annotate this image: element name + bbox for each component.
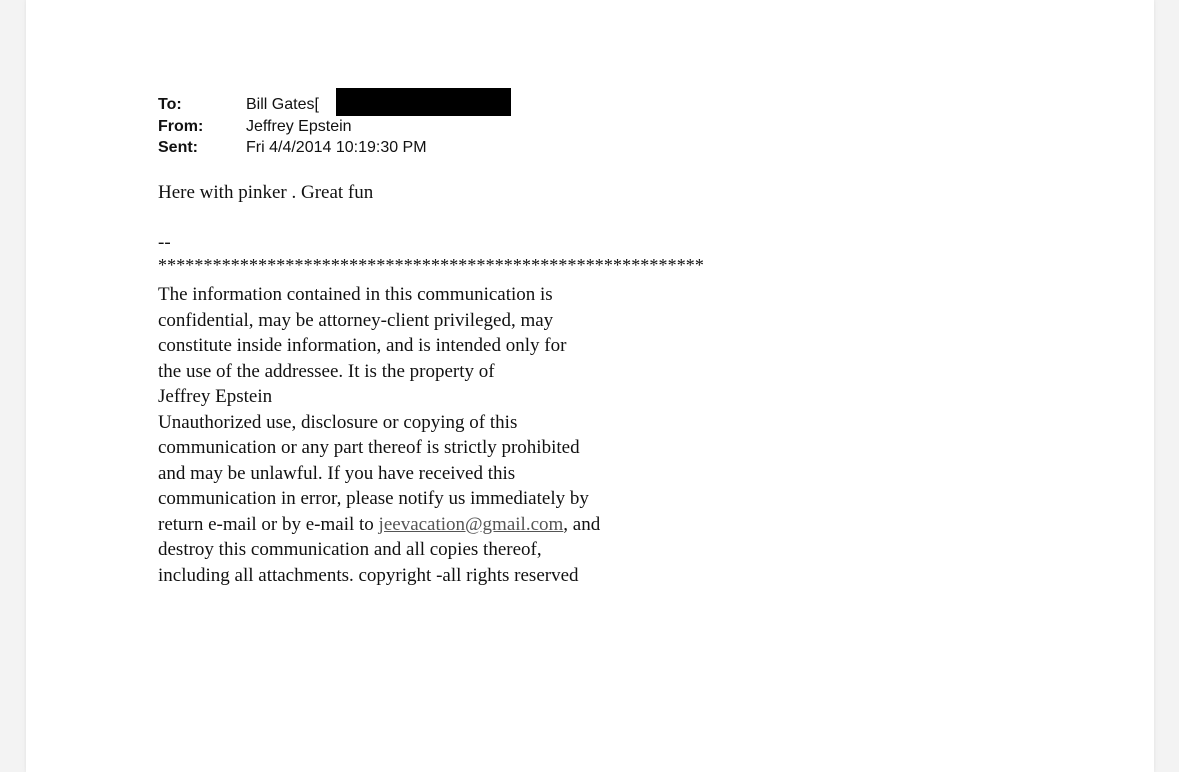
document-page [26,0,1154,772]
disclaimer-line: The information contained in this communication is [158,284,553,305]
disclaimer-return-line [158,512,600,538]
signature-dashes: -- [158,232,171,253]
disclaimer-line: destroy this communication and all copies thereof, [158,539,542,560]
message-text: Here with pinker . Great fun [158,182,374,203]
disclaimer-line: including all attachments. copyright -all rights reserved [158,564,579,586]
from-label: From: [158,117,204,135]
sent-value: Fri 4/4/2014 10:19:30 PM [246,139,427,156]
return-suffix: , and [563,513,601,535]
disclaimer-line: constitute inside information, and is intended only for [158,335,567,356]
disclaimer-line: Unauthorized use, disclosure or copying of this [158,411,518,433]
disclaimer-line: Jeffrey Epstein [158,386,273,407]
return-prefix: return e-mail or by e-mail to [158,513,379,535]
disclaimer [158,282,600,588]
separator-line: ************************************************************ [158,255,704,275]
sent-label: Sent: [158,139,198,156]
email-link[interactable]: jeevacation@gmail.com [378,513,564,535]
disclaimer-line: communication in error, please notify us immediately by [158,488,589,509]
disclaimer-line: communication or any part thereof is strictly prohibited [158,437,580,458]
to-value: Bill Gates[ [246,96,319,113]
disclaimer-line: the use of the addressee. It is the property of [158,360,495,382]
to-label: To: [158,96,182,113]
from-value: Jeffrey Epstein [246,117,352,135]
disclaimer-line: confidential, may be attorney-client privileged, may [158,309,554,331]
redaction-block [336,88,511,116]
disclaimer-line: and may be unlawful. If you have received this [158,462,516,484]
